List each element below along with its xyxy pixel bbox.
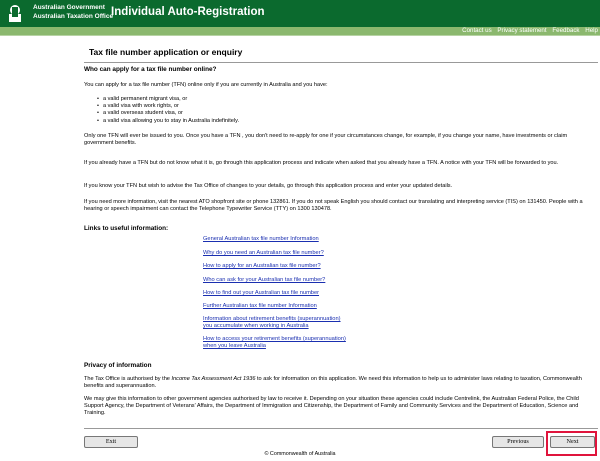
privacy-text: The Tax Office is authorised by the [84, 376, 172, 382]
divider [84, 428, 598, 429]
contact-us-link[interactable]: Contact us [462, 27, 492, 34]
privacy-text: to ask for information on this application. We need this information to help us to administer laws relating to taxation, Commonwealth benefits and superannuation. [84, 376, 582, 390]
privacy-paragraph-1 [84, 376, 598, 390]
who-can-apply-heading: Who can apply for a tax file number online? [84, 66, 217, 73]
link-who-can-ask[interactable]: Who can ask for your Australian tax file number? [203, 277, 326, 283]
privacy-paragraph-2: We may give this information to other government agencies authorised by law to receive it. Depending on your situation these agencies could include Centrelink, the Australian Federal Police, the Child Support Agency, the Department of Veterans' Affairs, the Department of Immigration and Citizenship, the Department of Family and Community Services and the Department of Education, Science and Training. [84, 396, 579, 417]
next-button[interactable]: Next [550, 436, 595, 448]
link-retirement-benefits[interactable]: Information about retirement benefits (superannuation) [203, 316, 341, 322]
privacy-heading: Privacy of information [84, 362, 152, 369]
header-bar [0, 0, 600, 27]
link-find-out-tfn[interactable]: How to find out your Australian tax file number [203, 290, 320, 296]
link-further-info[interactable]: Further Australian tax file number Information [203, 303, 317, 309]
feedback-link[interactable]: Feedback [552, 27, 580, 34]
more-info-paragraph: If you need more information, visit the nearest ATO shopfront site or phone 132861. If you do not speak English you should contact our translating and interpreting service (TIS) on 131450. People with a hearing or speech impairment can contact the Telephone Typewriter Service (TTY) on 1300 130478. [84, 199, 583, 213]
link-how-to-apply[interactable]: How to apply for an Australian tax file number? [203, 263, 321, 269]
app-title: Individual Auto-Registration [111, 6, 265, 18]
act-name: Income Tax Assessment Act 1936 [171, 376, 256, 382]
one-tfn-paragraph: Only one TFN will ever be issued to you. Once you have a TFN , you don't need to re-apply for one if your circumstances change, for example, if you change your name, have investments or claim government benefits. [84, 133, 568, 147]
link-why-need-tfn[interactable]: Why do you need an Australian tax file number? [203, 250, 324, 256]
page-title: Tax file number application or enquiry [89, 47, 243, 57]
help-link[interactable]: Help [585, 27, 598, 34]
coat-of-arms-icon [4, 2, 26, 24]
exit-button[interactable]: Exit [84, 436, 138, 448]
divider [84, 62, 598, 63]
advise-changes-paragraph: If you know your TFN but wish to advise the Tax Office of changes to your details, go through this application process and enter your updated details. [84, 183, 453, 189]
link-access-retirement-benefits[interactable]: How to access your retirement benefits (superannuation) [203, 336, 346, 342]
links-heading: Links to useful information: [84, 225, 169, 232]
link-general-tfn-info[interactable]: General Australian tax file number Information [203, 236, 319, 242]
who-intro-text: You can apply for a tax file number (TFN) online only if you are currently in Australia and you have: [84, 82, 328, 88]
list-item: • a valid permanent migrant visa, or [97, 96, 239, 103]
gov-line-1: Australian Government [33, 4, 105, 11]
top-nav [0, 27, 600, 35]
link-retirement-benefits-cont[interactable]: you accumulate when working in Australia [203, 323, 309, 329]
government-logo-text [33, 3, 113, 21]
list-item: • a valid visa with work rights, or [97, 103, 239, 110]
gov-line-2: Australian Taxation Office [33, 13, 114, 20]
eligibility-list [97, 96, 239, 125]
link-access-retirement-benefits-cont[interactable]: when you leave Australia [203, 343, 266, 349]
copyright-footer: © Commonwealth of Australia [264, 451, 336, 457]
header-divider [0, 35, 600, 36]
list-item: • a valid visa allowing you to stay in Australia indefinitely. [97, 118, 239, 125]
previous-button[interactable]: Previous [492, 436, 544, 448]
privacy-statement-link[interactable]: Privacy statement [497, 27, 547, 34]
already-have-tfn-paragraph: If you already have a TFN but do not know what it is, go through this application process and indicate when asked that you already have a TFN. A notice with your TFN will be forwarded to you. [84, 160, 559, 166]
list-item: • a valid overseas student visa, or [97, 110, 239, 117]
